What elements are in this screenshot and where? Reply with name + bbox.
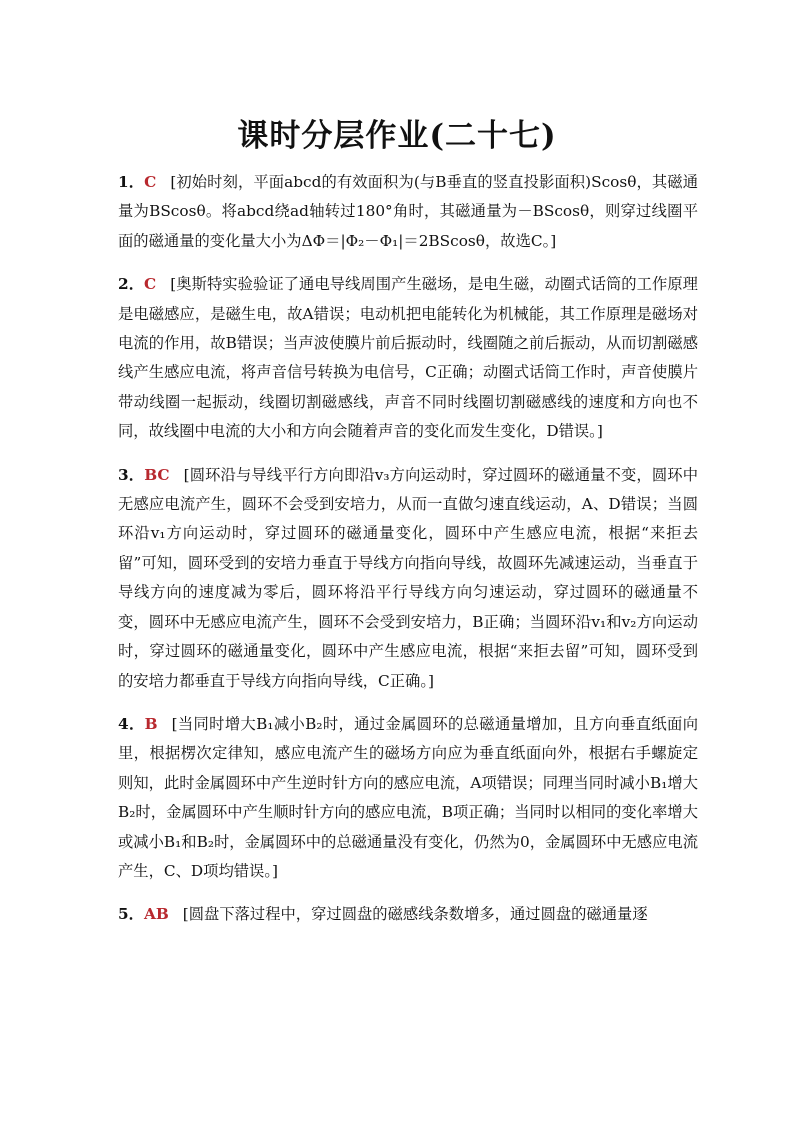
answer-list <box>118 168 698 944</box>
answer-explanation: [圆环沿与导线平行方向即沿v₃方向运动时，穿过圆环的磁通量不变，圆环中无感应电流产生，圆环不会受到安培力，从而一直做匀速直线运动，A、D错误；当圆环沿v₁方向运动时，穿过圆环的磁通量变化，圆环中产生感应电流，根据“来拒去留”可知，圆环受到的安培力垂直于导线方向指向导线，故圆环先减速运动，当垂直于导线方向的速度减为零后，圆环将沿平行导线方向匀速运动，穿过圆环的磁通量不变，圆环中无感应电流产生，圆环不会受到安培力，B正确；当圆环沿v₁和v₂方向运动时，穿过圆环的磁通量变化，圆环中产生感应电流，根据“来拒去留”可知，圆环受到的安培力都垂直于导线方向指向导线，C正确。] <box>118 465 698 690</box>
question-number: 1． <box>118 173 145 191</box>
answer-item-4 <box>118 710 698 886</box>
question-number: 5． <box>118 905 144 924</box>
answer-choice: C <box>144 173 157 191</box>
question-number: 2． <box>118 275 145 294</box>
answer-explanation: [当同时增大B₁减小B₂时，通过金属圆环的总磁通量增加，且方向垂直纸面向里，根据楞次定律知，感应电流产生的磁场方向应为垂直纸面向外，根据右手螺旋定则知，此时金属圆环中产生逆时针方向的感应电流，A项错误；同理当同时减小B₁增大B₂时，金属圆环中产生顺时针方向的感应电流，B项正确；当同时以相同的变化率增大或减小B₁和B₂时，金属圆环中的总磁通量没有变化，仍然为0，金属圆环中无感应电流产生，C、D项均错误。] <box>118 714 698 880</box>
question-number: 3． <box>118 465 145 484</box>
page-title: 课时分层作业(二十七) <box>237 118 557 154</box>
answer-item-2 <box>118 270 698 446</box>
answer-item-1 <box>118 168 698 256</box>
answer-explanation: [圆盘下落过程中，穿过圆盘的磁感线条数增多，通过圆盘的磁通量逐 <box>182 905 648 924</box>
answer-explanation: [初始时刻，平面abcd的有效面积为(与B垂直的竖直投影面积)Scosθ，其磁通量为BScosθ。将abcd绕ad轴转过180°角时，其磁通量为－BScosθ，则穿过线圈平面的磁通量的变化量大小为ΔΦ＝|Φ₂－Φ₁|＝2BScosθ，故选C。] <box>118 173 698 250</box>
answer-choice: B <box>144 714 158 733</box>
answer-choice: C <box>144 275 157 294</box>
question-number: 4． <box>118 714 145 733</box>
answer-choice: AB <box>143 905 169 924</box>
answer-item-3 <box>118 461 698 696</box>
answer-choice: BC <box>144 465 170 484</box>
answer-explanation: [奥斯特实验验证了通电导线周围产生磁场，是电生磁，动圈式话筒的工作原理是电磁感应，是磁生电，故A错误；电动机把电能转化为机械能，其工作原理是磁场对电流的作用，故B错误；当声波使膜片前后振动时，线圈随之前后振动，从而切割磁感线产生感应电流，将声音信号转换为电信号，C正确；动圈式话筒工作时，声音使膜片带动线圈一起振动，线圈切割磁感线，声音不同时线圈切割磁感线的速度和方向也不同，故线圈中电流的大小和方向会随着声音的变化而发生变化，D错误。] <box>118 275 698 441</box>
answer-item-5 <box>118 900 698 929</box>
